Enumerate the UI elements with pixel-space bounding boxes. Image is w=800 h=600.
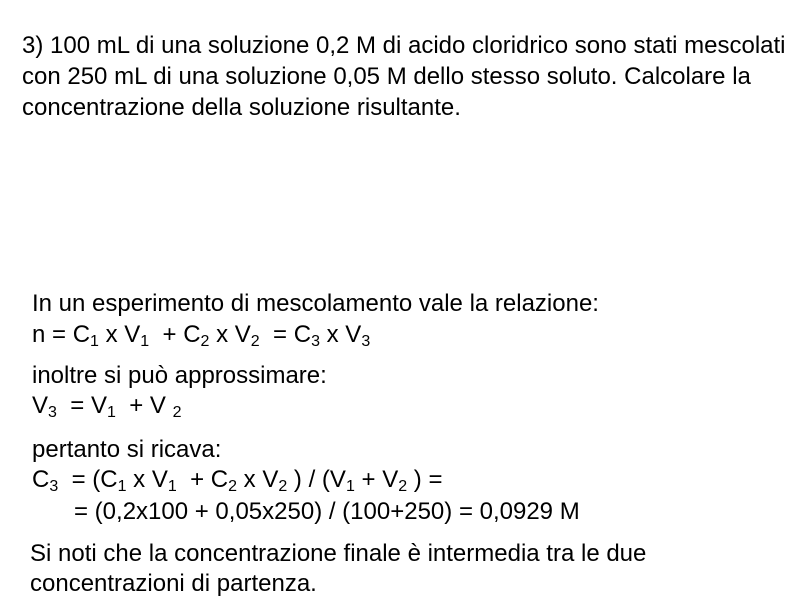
subscript: 2 — [200, 333, 210, 350]
subscript: 3 — [48, 404, 57, 421]
subscript: 2 — [398, 478, 408, 495]
approx-formula — [32, 392, 181, 423]
subscript: 1 — [117, 478, 127, 495]
subscript: 2 — [228, 478, 238, 495]
relation-part: x V — [98, 321, 141, 348]
formula-part: x V — [237, 466, 279, 493]
approx-part: + V — [115, 392, 173, 419]
note-line-1: Si noti che la concentrazione finale è intermedia tra le due — [30, 540, 647, 567]
relation-part: x V — [209, 321, 251, 348]
subscript: 1 — [167, 478, 177, 495]
formula-part: + V — [354, 466, 399, 493]
formula-part: = (C — [58, 466, 118, 493]
subscript: 1 — [345, 478, 355, 495]
relation-part: x V — [319, 321, 362, 348]
subscript: 3 — [311, 333, 320, 350]
result-line: = (0,2x100 + 0,05x250) / (100+250) = 0,0929 M — [74, 498, 580, 525]
subscript: 3 — [361, 333, 371, 350]
subscript: 2 — [250, 333, 260, 350]
subscript: 1 — [90, 333, 99, 350]
subscript: 2 — [278, 478, 288, 495]
derive-label: pertanto si ricava: — [32, 436, 222, 463]
subscript: 3 — [49, 478, 59, 495]
approx-part: V — [32, 392, 49, 419]
formula-part: x V — [126, 466, 168, 493]
relation-part: n = C — [32, 321, 91, 348]
approx-label: inoltre si può approssimare: — [32, 362, 327, 389]
relation-formula — [32, 321, 370, 352]
subscript: 1 — [106, 404, 116, 421]
formula-part: ) = — [407, 466, 443, 493]
approx-part: = V — [56, 392, 107, 419]
relation-part: + C — [149, 321, 201, 348]
note-line-2: concentrazioni di partenza. — [30, 570, 317, 597]
derived-formula — [32, 466, 442, 497]
formula-part: ) / (V — [287, 466, 346, 493]
formula-part: + C — [176, 466, 229, 493]
intro-line: In un esperimento di mescolamento vale la relazione: — [32, 290, 599, 317]
subscript: 2 — [172, 404, 182, 421]
relation-part: = C — [259, 321, 312, 348]
problem-statement: 3) 100 mL di una soluzione 0,2 M di acido cloridrico sono stati mescolati con 250 mL di una soluzione 0,05 M dello stesso soluto. Calcolare la concentrazione della soluzione risultante. — [22, 32, 786, 121]
formula-part: C — [32, 466, 50, 493]
subscript: 1 — [140, 333, 150, 350]
